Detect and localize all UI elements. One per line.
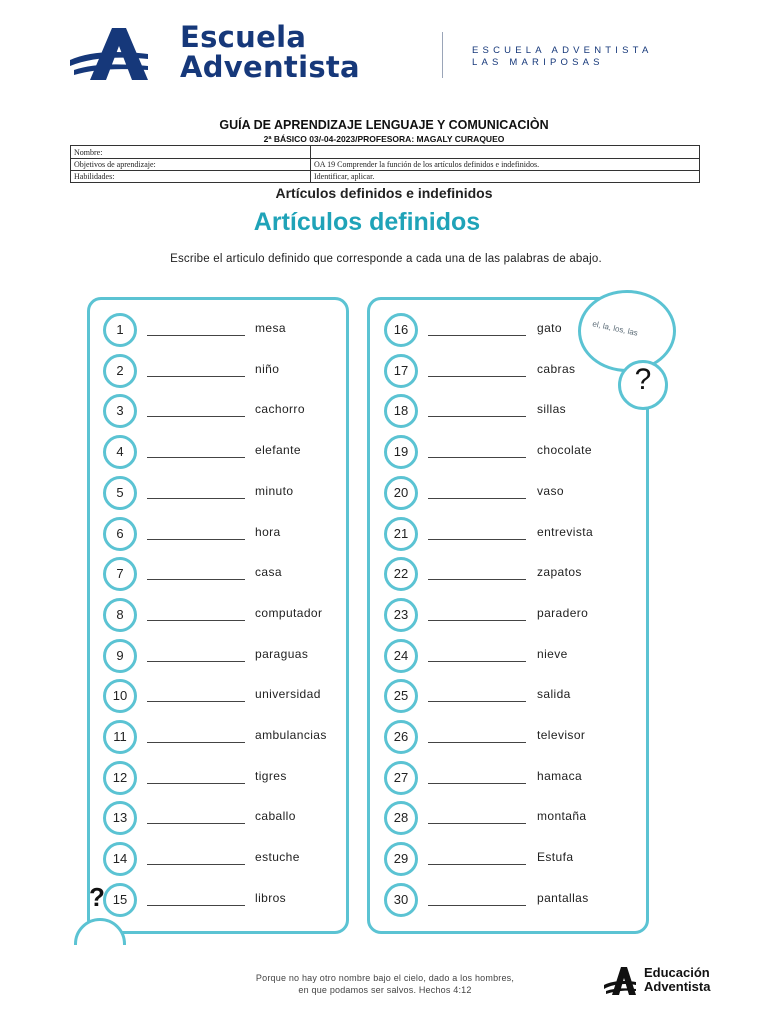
answer-blank[interactable] [147, 823, 245, 824]
answer-blank[interactable] [428, 457, 526, 458]
exercise-row [103, 801, 343, 837]
exercise-word: montaña [537, 809, 587, 824]
answer-blank[interactable] [147, 416, 245, 417]
exercise-row [103, 557, 343, 593]
answer-blank[interactable] [428, 579, 526, 580]
answer-blank[interactable] [428, 701, 526, 702]
answer-blank[interactable] [428, 905, 526, 906]
exercise-number: 2 [103, 354, 137, 388]
exercise-word: tigres [255, 768, 287, 783]
exercise-word: salida [537, 687, 571, 702]
document-title: GUÍA DE APRENDIZAJE LENGUAJE Y COMUNICACIÒN [219, 118, 549, 132]
answer-blank[interactable] [428, 864, 526, 865]
exercise-number: 6 [103, 517, 137, 551]
table-row [71, 146, 700, 159]
table-row [71, 171, 700, 183]
answer-blank[interactable] [147, 457, 245, 458]
exercise-word: sillas [537, 402, 567, 417]
footer-quote [200, 972, 570, 996]
exercise-row [384, 883, 624, 919]
exercise-number: 19 [384, 435, 418, 469]
exercise-number: 25 [384, 679, 418, 713]
answer-blank[interactable] [428, 620, 526, 621]
exercise-row [384, 517, 624, 553]
table-cell: OA 19 Comprender la función de los artículos definidos e indefinidos. [311, 159, 700, 171]
exercise-number: 20 [384, 476, 418, 510]
exercise-word: hora [255, 524, 281, 539]
exercise-row [103, 435, 343, 471]
decorative-circle [74, 918, 126, 970]
exercise-number: 23 [384, 598, 418, 632]
exercise-word: zapatos [537, 565, 582, 580]
exercise-word: Estufa [537, 850, 574, 865]
exercise-row [384, 476, 624, 512]
exercise-number: 16 [384, 313, 418, 347]
bubble-text: el, la, los, las [591, 319, 639, 338]
exercise-number: 17 [384, 354, 418, 388]
exercise-row [384, 801, 624, 837]
exercise-word: libros [255, 890, 287, 905]
answer-blank[interactable] [428, 335, 526, 336]
footer-logo-line-2: Adventista [644, 979, 711, 994]
table-row [71, 159, 700, 171]
logo-line-1: Escuela [180, 20, 307, 54]
exercise-word: vaso [537, 483, 564, 498]
exercise-number: 26 [384, 720, 418, 754]
answer-blank[interactable] [428, 416, 526, 417]
question-mark-icon: ? [89, 882, 105, 912]
exercise-row [103, 517, 343, 553]
exercise-word: cabras [537, 361, 576, 376]
exercise-word: niño [255, 361, 280, 376]
exercise-row [103, 394, 343, 430]
exercise-number: 13 [103, 801, 137, 835]
table-cell: Nombre: [71, 146, 311, 159]
exercise-number: 10 [103, 679, 137, 713]
answer-blank[interactable] [428, 661, 526, 662]
exercise-number: 15 [103, 883, 137, 917]
header-divider [442, 32, 443, 78]
answer-blank[interactable] [147, 661, 245, 662]
exercise-word: hamaca [537, 768, 583, 783]
answer-blank[interactable] [147, 905, 245, 906]
exercise-number: 21 [384, 517, 418, 551]
exercise-number: 12 [103, 761, 137, 795]
exercise-number: 9 [103, 639, 137, 673]
exercise-word: televisor [537, 728, 586, 742]
exercise-row [103, 883, 343, 919]
answer-blank[interactable] [147, 335, 245, 336]
answer-blank[interactable] [147, 376, 245, 377]
exercise-word: gato [537, 321, 562, 335]
answer-blank[interactable] [147, 498, 245, 499]
answer-blank[interactable] [428, 783, 526, 784]
school-logo-text [180, 22, 360, 82]
footer-logo-text [644, 966, 710, 994]
exercise-word: caballo [255, 809, 296, 824]
educacion-logo-icon [603, 966, 637, 996]
answer-blank[interactable] [147, 539, 245, 540]
table-cell: Habilidades: [71, 171, 311, 183]
exercise-word: mesa [255, 321, 286, 335]
school-logo-icon [68, 26, 152, 82]
document-subtitle: 2ª BÁSICO 03/-04-2023/PROFESORA: MAGALY CURAQUEO [263, 134, 505, 144]
exercise-row [384, 679, 624, 715]
exercise-number: 30 [384, 883, 418, 917]
exercise-number: 5 [103, 476, 137, 510]
answer-blank[interactable] [428, 498, 526, 499]
exercise-word: estuche [255, 850, 300, 865]
exercise-number: 11 [103, 720, 137, 754]
exercise-number: 14 [103, 842, 137, 876]
footer-quote-line-1: Porque no hay otro nombre bajo el cielo, dado a los hombres, [255, 973, 515, 983]
exercise-row [384, 598, 624, 634]
exercise-row [384, 435, 624, 471]
exercise-row [103, 639, 343, 675]
table-cell: Identificar, aplicar. [311, 171, 700, 183]
exercise-word: chocolate [537, 443, 592, 458]
section-heading: Artículos definidos e indefinidos [275, 185, 493, 201]
exercise-word: cachorro [255, 402, 305, 417]
exercise-number: 7 [103, 557, 137, 591]
exercise-number: 27 [384, 761, 418, 795]
exercise-row [103, 313, 343, 349]
exercise-row [384, 720, 624, 756]
exercise-row [103, 354, 343, 390]
exercise-row [103, 598, 343, 634]
answer-blank[interactable] [147, 864, 245, 865]
name-field-cell[interactable] [311, 146, 700, 159]
exercise-row [384, 354, 624, 390]
school-name-subtitle [472, 45, 653, 69]
answer-blank[interactable] [147, 579, 245, 580]
exercise-number: 3 [103, 394, 137, 428]
question-mark-icon: ? [634, 363, 652, 396]
exercise-number: 18 [384, 394, 418, 428]
exercise-row [384, 639, 624, 675]
footer-quote-line-2: en que podamos ser salvos. Hechos 4:12 [298, 985, 472, 995]
exercise-row [384, 557, 624, 593]
exercise-number: 29 [384, 842, 418, 876]
exercise-word: paraguas [255, 646, 309, 661]
info-table [70, 145, 700, 183]
exercise-number: 1 [103, 313, 137, 347]
school-sub-line-1: ESCUELA ADVENTISTA [472, 45, 653, 56]
exercise-row [103, 679, 343, 715]
exercise-word: pantallas [537, 890, 589, 905]
footer-logo-line-1: Educación [644, 965, 710, 980]
big-heading: Artículos definidos [253, 208, 481, 236]
exercise-number: 28 [384, 801, 418, 835]
answer-blank[interactable] [147, 742, 245, 743]
exercise-word: entrevista [537, 524, 594, 539]
exercise-number: 4 [103, 435, 137, 469]
exercise-row [384, 842, 624, 878]
exercise-number: 24 [384, 639, 418, 673]
answer-blank[interactable] [428, 742, 526, 743]
table-cell: Objetivos de aprendizaje: [71, 159, 311, 171]
answer-blank[interactable] [428, 539, 526, 540]
exercise-word: ambulancias [255, 728, 327, 742]
exercise-row [384, 394, 624, 430]
exercise-row [384, 761, 624, 797]
exercise-row [103, 476, 343, 512]
school-sub-line-2: LAS MARIPOSAS [472, 57, 604, 68]
answer-blank[interactable] [428, 376, 526, 377]
exercise-row [103, 720, 343, 756]
instruction-text: Escribe el articulo definido que corresponde a cada una de las palabras de abajo. [170, 253, 602, 265]
answer-blank[interactable] [428, 823, 526, 824]
exercise-word: minuto [255, 483, 294, 498]
answer-blank[interactable] [147, 701, 245, 702]
exercise-word: universidad [255, 687, 321, 702]
exercise-number: 22 [384, 557, 418, 591]
exercise-word: nieve [537, 646, 568, 661]
exercise-word: casa [255, 565, 282, 580]
exercise-word: elefante [255, 443, 301, 458]
exercise-word: paradero [537, 605, 589, 620]
exercise-number: 8 [103, 598, 137, 632]
answer-blank[interactable] [147, 620, 245, 621]
answer-blank[interactable] [147, 783, 245, 784]
logo-line-2: Adventista [180, 50, 360, 84]
exercise-word: computador [255, 605, 323, 620]
exercise-row [103, 761, 343, 797]
exercise-row [103, 842, 343, 878]
